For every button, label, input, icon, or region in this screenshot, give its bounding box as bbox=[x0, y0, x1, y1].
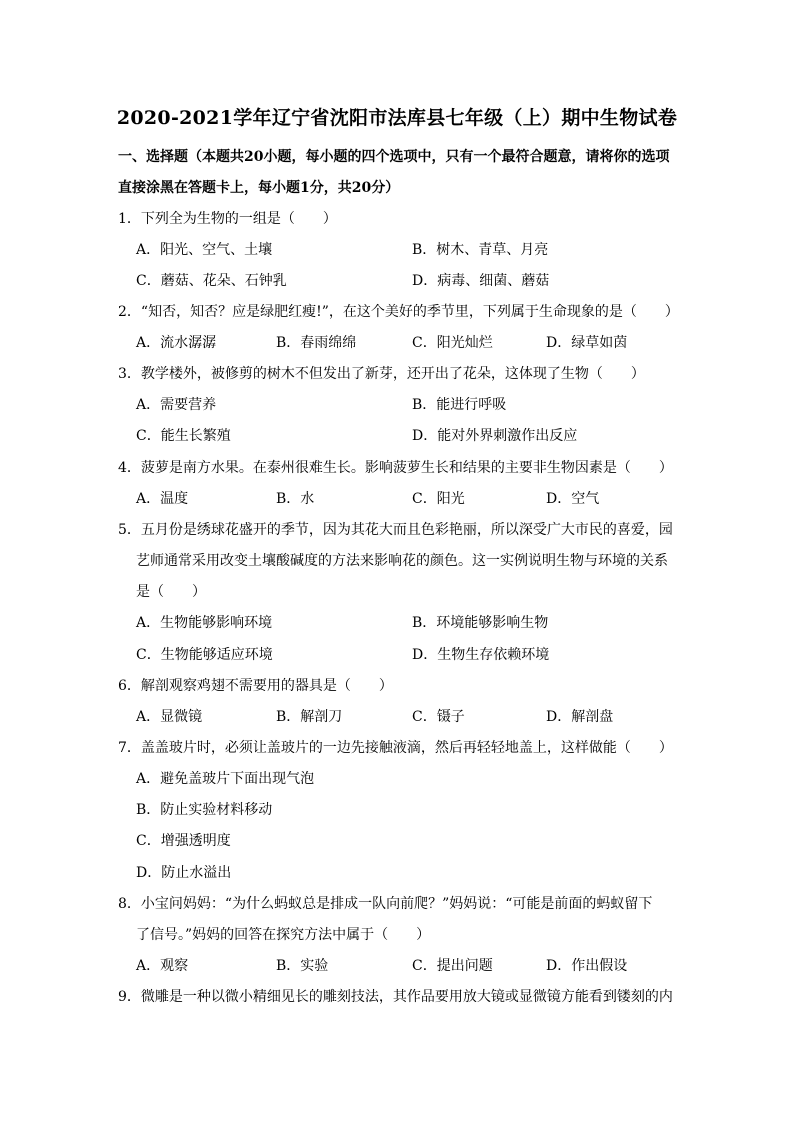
question-7-option-b: B．防止实验材料移动 bbox=[136, 802, 273, 818]
question-4-option-a: A．温度 bbox=[136, 491, 189, 507]
question-3-option-d: D．能对外界刺激作出反应 bbox=[412, 428, 578, 444]
question-7-option-a: A．避免盖玻片下面出现气泡 bbox=[136, 771, 315, 787]
page-title: 2020-2021学年辽宁省沈阳市法库县七年级（上）期中生物试卷 bbox=[116, 107, 678, 129]
question-8-stem-line-1: 8．小宝问妈妈：“为什么蚂蚁总是排成一队向前爬？”妈妈说：“可能是前面的蚂蚁留下 bbox=[118, 896, 653, 912]
question-4-option-c: C．阳光 bbox=[412, 491, 465, 507]
question-3-option-c: C．能生长繁殖 bbox=[136, 428, 231, 444]
question-2-stem: 2．“知否，知否？应是绿肥红瘦!”，在这个美好的季节里，下列属于生命现象的是（ ） bbox=[118, 304, 679, 320]
question-4-option-d: D．空气 bbox=[546, 491, 600, 507]
question-8-option-d: D．作出假设 bbox=[546, 958, 628, 974]
question-1-option-b: B．树木、青草、月亮 bbox=[412, 242, 549, 258]
question-7-option-d: D．防止水溢出 bbox=[136, 865, 232, 881]
question-2-option-a: A．流水潺潺 bbox=[136, 335, 217, 351]
question-2-option-c: C．阳光灿烂 bbox=[412, 335, 493, 351]
question-6-option-b: B．解剖刀 bbox=[276, 709, 343, 725]
question-5-option-d: D．生物生存依赖环境 bbox=[412, 647, 550, 663]
question-3-stem: 3．教学楼外，被修剪的树木不但发出了新芽，还开出了花朵，这体现了生物（ ） bbox=[118, 366, 645, 382]
question-3-option-b: B．能进行呼吸 bbox=[412, 397, 507, 413]
question-8-option-b: B．实验 bbox=[276, 958, 329, 974]
question-3-option-a: A．需要营养 bbox=[136, 397, 217, 413]
question-5-stem-line-2: 艺师通常采用改变土壤酸碱度的方法来影响花的颜色。这一实例说明生物与环境的关系 bbox=[136, 553, 668, 569]
question-5-option-c: C．生物能够适应环境 bbox=[136, 647, 273, 663]
question-2-option-b: B．春雨绵绵 bbox=[276, 335, 357, 351]
question-5-stem-line-1: 5．五月份是绣球花盛开的季节，因为其花大而且色彩艳丽，所以深受广大市民的喜爱，园 bbox=[118, 522, 673, 538]
question-6-option-a: A．显微镜 bbox=[136, 709, 203, 725]
question-7-stem: 7．盖盖玻片时，必须让盖玻片的一边先接触液滴，然后再轻轻地盖上，这样做能（ ） bbox=[118, 740, 673, 756]
question-5-option-a: A．生物能够影响环境 bbox=[136, 615, 273, 631]
question-6-option-d: D．解剖盘 bbox=[546, 709, 614, 725]
question-4-stem: 4．菠萝是南方水果。在泰州很难生长。影响菠萝生长和结果的主要非生物因素是（ ） bbox=[118, 460, 673, 476]
question-5-option-b: B．环境能够影响生物 bbox=[412, 615, 549, 631]
question-6-stem: 6．解剖观察鸡翅不需要用的器具是（ ） bbox=[118, 678, 393, 694]
question-7-option-c: C．增强透明度 bbox=[136, 833, 231, 849]
question-4-option-b: B．水 bbox=[276, 491, 315, 507]
question-2-option-d: D．绿草如茵 bbox=[546, 335, 628, 351]
section-heading-line-1: 一、选择题（本题共20小题，每小题的四个选项中，只有一个最符合题意，请将你的选项 bbox=[118, 149, 670, 165]
question-1-stem: 1．下列全为生物的一组是（ ） bbox=[118, 211, 337, 227]
question-8-stem-line-2: 了信号。”妈妈的回答在探究方法中属于（ ） bbox=[136, 927, 431, 943]
section-heading-line-2: 直接涂黑在答题卡上，每小题1分，共20分） bbox=[118, 180, 400, 196]
question-1-option-c: C．蘑菇、花朵、石钟乳 bbox=[136, 273, 287, 289]
question-5-stem-line-3: 是（ ） bbox=[136, 584, 206, 600]
question-9-stem: 9．微雕是一种以微小精细见长的雕刻技法，其作品要用放大镜或显微镜方能看到镂刻的内 bbox=[118, 989, 673, 1005]
question-1-option-d: D．病毒、细菌、蘑菇 bbox=[412, 273, 550, 289]
question-1-option-a: A．阳光、空气、土壤 bbox=[136, 242, 273, 258]
question-8-option-c: C．提出问题 bbox=[412, 958, 493, 974]
question-6-option-c: C．镊子 bbox=[412, 709, 465, 725]
question-8-option-a: A．观察 bbox=[136, 958, 189, 974]
